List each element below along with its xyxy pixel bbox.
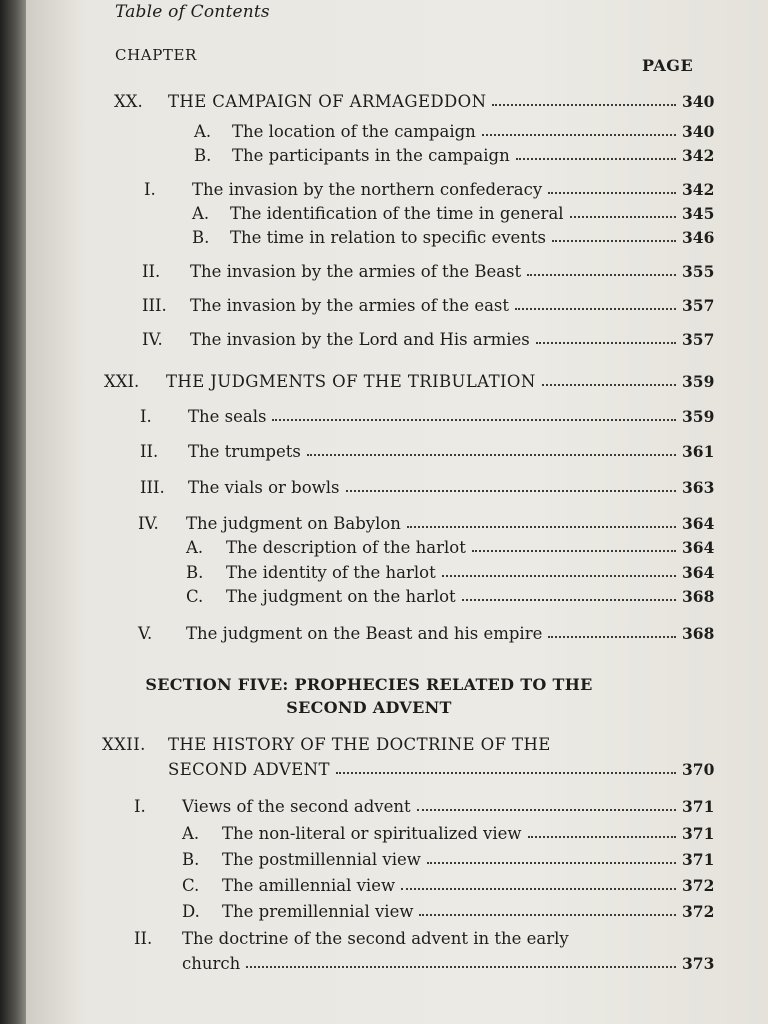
toc-subentry [182,876,714,895]
page-number: 363 [682,478,715,497]
toc-subentry [192,204,714,223]
entry-title: The vials or bowls [188,478,340,497]
page-number: 340 [682,92,715,111]
toc-chapter-entry [104,372,714,391]
toc-page [26,0,768,1024]
page-number: 342 [682,180,715,199]
dot-leader [482,134,676,136]
dot-leader [427,862,676,864]
entry-letter: B. [186,563,204,582]
page-number: 371 [682,850,715,869]
page-number: 359 [682,372,715,391]
toc-entry [182,954,714,973]
toc-entry [142,296,714,315]
page-number: 368 [682,587,715,606]
toc-chapter-entry [168,760,714,779]
toc-entry [142,330,714,349]
dot-leader [570,216,676,218]
toc-subentry [194,122,714,141]
page-number: 355 [682,262,715,281]
entry-numeral: II. [140,442,159,461]
entry-letter: B. [192,228,210,247]
page-number: 346 [682,228,715,247]
entry-numeral: I. [140,407,152,426]
entry-title: The non-literal or spiritualized view [222,824,522,843]
entry-title-line: The doctrine of the second advent in the early [182,929,569,948]
entry-title: The judgment on Babylon [186,514,401,533]
entry-title: The location of the campaign [232,122,476,141]
entry-title: The premillennial view [222,902,414,921]
entry-letter: C. [182,876,200,895]
entry-letter: B. [194,146,212,165]
chapter-number: XX. [114,92,143,111]
toc-entry [138,514,714,533]
entry-title: The postmillennial view [222,850,421,869]
dot-leader [548,636,676,638]
entry-title: The invasion by the northern confederacy [192,180,543,199]
entry-numeral: III. [142,296,167,315]
toc-entry [144,180,714,199]
entry-title: The invasion by the armies of the east [190,296,510,315]
dot-leader [516,158,676,160]
chapter-number: XXI. [104,372,140,391]
page-number: 364 [682,514,715,533]
section-heading [26,673,768,719]
toc-entry [142,262,714,281]
dot-leader [417,809,676,811]
dot-leader [246,966,676,968]
entry-title: The trumpets [188,442,301,461]
section-heading-line: SECOND ADVENT [286,698,452,717]
page-number: 357 [682,296,715,315]
page-number: 359 [682,407,715,426]
toc-entry [140,407,714,426]
section-heading-line: SECTION FIVE: PROPHECIES RELATED TO THE [145,675,593,694]
page-number: 372 [682,876,715,895]
dot-leader [528,836,676,838]
page-number: 345 [682,204,715,223]
page-number: 373 [682,954,715,973]
toc-subentry [182,902,714,921]
page-number: 372 [682,902,715,921]
toc-chapter-entry [114,92,714,111]
dot-leader [419,914,676,916]
entry-numeral: II. [142,262,161,281]
toc-subentry [182,850,714,869]
dot-leader [472,550,676,552]
entry-numeral: I. [134,797,146,816]
dot-leader [548,192,676,194]
page-number: 340 [682,122,715,141]
entry-title: The identification of the time in general [230,204,564,223]
dot-leader [336,772,676,774]
page-number: 357 [682,330,715,349]
entry-title: The seals [188,407,267,426]
page-number: 368 [682,624,715,643]
toc-entry [140,442,714,461]
entry-title: The invasion by the armies of the Beast [190,262,522,281]
entry-title: Views of the second advent [182,797,411,816]
page-number: 371 [682,824,715,843]
entry-title: The description of the harlot [226,538,466,557]
dot-leader [542,384,676,386]
page-number: 361 [682,442,715,461]
dot-leader [462,599,676,601]
page-number: 364 [682,538,715,557]
entry-title: The judgment on the Beast and his empire [186,624,543,643]
chapter-title-line: THE HISTORY OF THE DOCTRINE OF THE [168,735,551,754]
entry-title-line: church [182,954,241,973]
entry-title: The judgment on the harlot [226,587,456,606]
dot-leader [307,454,676,456]
entry-numeral: IV. [138,514,159,533]
entry-title: The time in relation to specific events [230,228,547,247]
dot-leader [552,240,676,242]
dot-leader [492,104,676,106]
entry-numeral: III. [140,478,165,497]
dot-leader [536,342,676,344]
toc-subentry [186,563,714,582]
entry-title: The identity of the harlot [226,563,436,582]
page-number: 370 [682,760,715,779]
entry-letter: A. [182,824,200,843]
dot-leader [346,490,677,492]
dot-leader [407,526,676,528]
chapter-title: THE CAMPAIGN OF ARMAGEDDON [168,92,487,111]
page-number: 371 [682,797,715,816]
entry-letter: A. [194,122,212,141]
toc-subentry [192,228,714,247]
toc-entry [140,478,714,497]
entry-letter: C. [186,587,204,606]
chapter-column-label: CHAPTER [115,46,197,64]
chapter-title: THE JUDGMENTS OF THE TRIBULATION [166,372,536,391]
chapter-title-line: SECOND ADVENT [168,760,330,779]
toc-subentry [186,538,714,557]
entry-letter: B. [182,850,200,869]
toc-subentry [194,146,714,165]
toc-subentry [186,587,714,606]
dot-leader [442,575,676,577]
toc-entry [134,797,714,816]
entry-numeral: V. [138,624,153,643]
page-number: 342 [682,146,715,165]
page-number: 364 [682,563,715,582]
entry-numeral: IV. [142,330,163,349]
dot-leader [272,419,676,421]
toc-entry [138,624,714,643]
entry-title: The amillennial view [222,876,396,895]
running-head: Table of Contents [115,2,270,22]
entry-numeral: II. [134,929,153,948]
entry-numeral: I. [144,180,156,199]
entry-letter: A. [186,538,204,557]
entry-title: The invasion by the Lord and His armies [190,330,530,349]
book-gutter [0,0,26,1024]
chapter-number: XXII. [102,735,146,754]
dot-leader [527,274,676,276]
dot-leader [515,308,676,310]
page-column-label: PAGE [642,56,694,75]
dot-leader [401,888,676,890]
entry-title: The participants in the campaign [232,146,510,165]
entry-letter: D. [182,902,200,921]
entry-letter: A. [192,204,210,223]
toc-subentry [182,824,714,843]
